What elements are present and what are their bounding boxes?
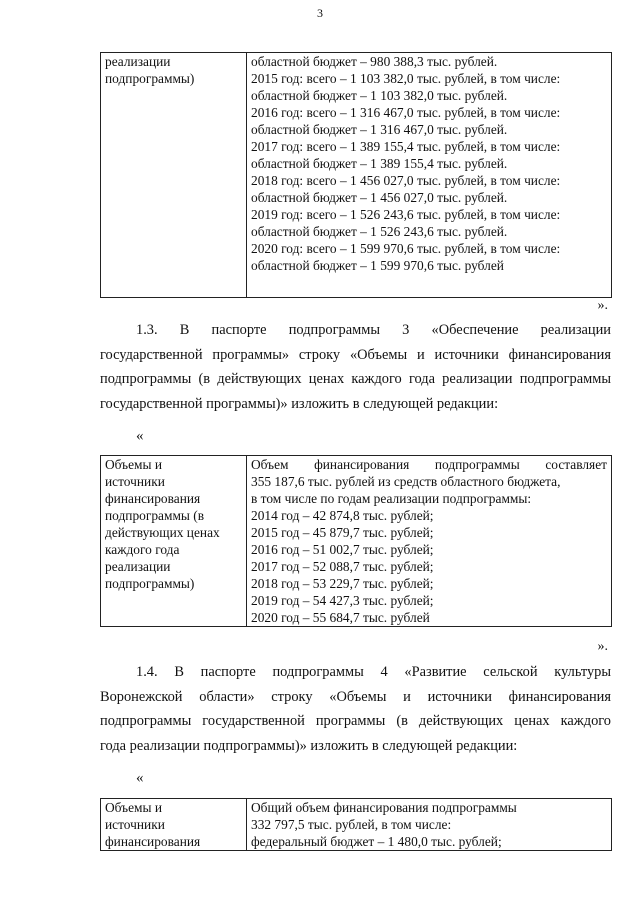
table3-right-line: 332 797,5 тыс. рублей, в том числе:	[251, 817, 452, 832]
opening-quote: «	[136, 770, 144, 786]
table2-right-line: 2014 год – 42 874,8 тыс. рублей;	[251, 508, 434, 523]
table1-right-line: областной бюджет – 1 456 027,0 тыс. рублей.	[251, 190, 508, 205]
table2-right-cell	[247, 456, 612, 627]
table1-right-line: 2019 год: всего – 1 526 243,6 тыс. рублей, в том числе:	[251, 207, 561, 222]
paragraph-1-4	[100, 660, 611, 759]
table1-right-line: 2016 год: всего – 1 316 467,0 тыс. рублей, в том числе:	[251, 105, 561, 120]
table1-right-line: областной бюджет – 1 316 467,0 тыс. рублей.	[251, 122, 508, 137]
paragraph-line: Воронежской области» строку «Объемы и источники финансирования	[100, 688, 611, 705]
table1-right-line: 2017 год: всего – 1 389 155,4 тыс. рублей, в том числе:	[251, 139, 561, 154]
page-number: 3	[317, 6, 323, 20]
table1-right-line: 2015 год: всего – 1 103 382,0 тыс. рублей, в том числе:	[251, 71, 561, 86]
table3-right-line: федеральный бюджет – 1 480,0 тыс. рублей;	[251, 834, 502, 849]
paragraph-line: 1.4. В паспорте подпрограммы 4 «Развитие сельской культуры	[136, 664, 611, 680]
table2-right-line: 2016 год – 51 002,7 тыс. рублей;	[251, 542, 434, 557]
table2-right-line: в том числе по годам реализации подпрограммы:	[251, 491, 532, 506]
table3-left-line: источники	[105, 817, 165, 832]
paragraph-1-3	[100, 318, 611, 417]
paragraph-line: 1.3. В паспорте подпрограммы 3 «Обеспечение реализации	[136, 322, 611, 338]
table1-right-line: областной бюджет – 1 599 970,6 тыс. рублей	[251, 258, 504, 273]
table2-right-line: 2018 год – 53 229,7 тыс. рублей;	[251, 576, 434, 591]
closing-quote: ».	[597, 639, 608, 654]
funding-table-subprogram-4	[100, 798, 612, 851]
table1-left-line: подпрограммы)	[105, 71, 195, 86]
table2-right-line: 2019 год – 54 427,3 тыс. рублей;	[251, 593, 434, 608]
table2-left-line: источники	[105, 474, 165, 489]
table1-right-line: областной бюджет – 980 388,3 тыс. рублей.	[251, 54, 498, 69]
table2-right-line: 2017 год – 52 088,7 тыс. рублей;	[251, 559, 434, 574]
table3-left-line: финансирования	[105, 834, 201, 849]
table1-right-line: областной бюджет – 1 526 243,6 тыс. рублей.	[251, 224, 508, 239]
table2-left-line: каждого года	[105, 542, 180, 557]
paragraph-line: государственной программы)» изложить в следующей редакции:	[100, 396, 499, 413]
table3-right-line: Общий объем финансирования подпрограммы	[251, 800, 517, 815]
table2-right-line: 2015 год – 45 879,7 тыс. рублей;	[251, 525, 434, 540]
table2-left-line: подпрограммы)	[105, 576, 195, 591]
table3-left-line: Объемы и	[105, 800, 163, 815]
table2-right-line: 2020 год – 55 684,7 тыс. рублей	[251, 610, 430, 625]
table2-left-line: Объемы и	[105, 457, 163, 472]
table1-right-line: 2018 год: всего – 1 456 027,0 тыс. рублей, в том числе:	[251, 173, 561, 188]
table2-left-line: действующих ценах	[105, 525, 220, 540]
closing-quote: ».	[597, 298, 608, 313]
paragraph-line: государственной программы» строку «Объемы и источники финансирования	[100, 346, 611, 363]
table2-left-cell	[101, 456, 247, 627]
table2-right-line: 355 187,6 тыс. рублей из средств областного бюджета,	[251, 474, 561, 489]
table3-left-cell	[101, 799, 247, 851]
table1-right-line: областной бюджет – 1 389 155,4 тыс. рублей.	[251, 156, 508, 171]
table2-right-line: Объем финансирования подпрограммы составляет	[251, 457, 607, 472]
funding-table-continuation	[100, 52, 612, 298]
funding-table-subprogram-3	[100, 455, 612, 627]
table1-right-line: областной бюджет – 1 103 382,0 тыс. рублей.	[251, 88, 508, 103]
table2-left-line: подпрограммы (в	[105, 508, 205, 523]
table1-left-cell	[101, 53, 247, 298]
table1-right-cell	[247, 53, 612, 298]
paragraph-line: подпрограммы государственной программы (в действующих ценах каждого	[100, 713, 611, 730]
table3-right-cell	[247, 799, 612, 851]
paragraph-line: подпрограммы (в действующих ценах каждого года реализации подпрограммы	[100, 371, 611, 388]
table2-left-line: финансирования	[105, 491, 201, 506]
paragraph-line: года реализации подпрограммы)» изложить в следующей редакции:	[100, 738, 518, 755]
table2-left-line: реализации	[105, 559, 171, 574]
opening-quote: «	[136, 428, 144, 444]
table1-left-line: реализации	[105, 54, 171, 69]
table1-right-line: 2020 год: всего – 1 599 970,6 тыс. рублей, в том числе:	[251, 241, 561, 256]
